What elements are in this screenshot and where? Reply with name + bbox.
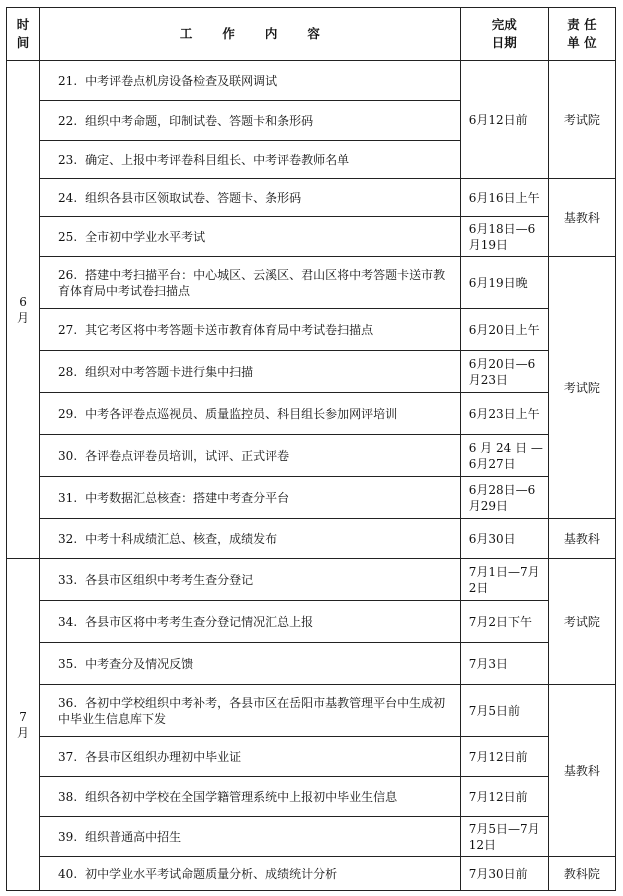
date-cell: 6月20日上午	[460, 309, 548, 351]
date-cell: 6月28日—6月29日	[460, 477, 548, 519]
table-row	[7, 601, 616, 643]
task-27: 27. 其它考区将中考答题卡送市教育体育局中考试卷扫描点	[40, 309, 461, 351]
task-35: 35. 中考查分及情况反馈	[40, 643, 461, 685]
task-21: 21. 中考评卷点机房设备检查及联网调试	[40, 61, 461, 101]
table-row	[7, 393, 616, 435]
task-24: 24. 组织各县市区领取试卷、答题卡、条形码	[40, 179, 461, 217]
table-row	[7, 61, 616, 101]
task-36: 36. 各初中学校组织中考补考，各县市区在岳阳市基教管理平台中生成初中毕业生信息库下发	[40, 685, 461, 737]
unit-cell: 基教科	[548, 685, 615, 857]
table-row	[7, 737, 616, 777]
unit-cell: 考试院	[548, 559, 615, 685]
unit-cell: 考试院	[548, 257, 615, 519]
task-39: 39. 组织普通高中招生	[40, 817, 461, 857]
task-23: 23. 确定、上报中考评卷科目组长、中考评卷教师名单	[40, 141, 461, 179]
task-28: 28. 组织对中考答题卡进行集中扫描	[40, 351, 461, 393]
date-cell: 6月30日	[460, 519, 548, 559]
table-row	[7, 257, 616, 309]
date-cell: 7月5日前	[460, 685, 548, 737]
month-july: 7 月	[7, 559, 40, 891]
table-row	[7, 817, 616, 857]
header-unit: 责 任 单 位	[548, 8, 615, 61]
task-37: 37. 各县市区组织办理初中毕业证	[40, 737, 461, 777]
date-cell: 7月1日—7月2日	[460, 559, 548, 601]
unit-cell: 基教科	[548, 179, 615, 257]
task-29: 29. 中考各评卷点巡视员、质量监控员、科目组长参加网评培训	[40, 393, 461, 435]
task-31: 31. 中考数据汇总核查：搭建中考查分平台	[40, 477, 461, 519]
schedule-table	[6, 7, 616, 891]
task-25: 25. 全市初中学业水平考试	[40, 217, 461, 257]
table-row	[7, 179, 616, 217]
table-row	[7, 559, 616, 601]
table-row	[7, 643, 616, 685]
month-june: 6 月	[7, 61, 40, 559]
task-40: 40. 初中学业水平考试命题质量分析、成绩统计分析	[40, 857, 461, 891]
date-cell: 7月5日—7月12日	[460, 817, 548, 857]
date-cell: 7月12日前	[460, 777, 548, 817]
date-cell: 6月16日上午	[460, 179, 548, 217]
table-row	[7, 777, 616, 817]
date-cell: 6月12日前	[460, 61, 548, 179]
date-cell: 7月12日前	[460, 737, 548, 777]
date-cell: 7月30日前	[460, 857, 548, 891]
unit-cell: 考试院	[548, 61, 615, 179]
date-cell: 6月23日上午	[460, 393, 548, 435]
date-cell: 6 月 24 日 —6月27日	[460, 435, 548, 477]
unit-cell: 教科院	[548, 857, 615, 891]
task-34: 34. 各县市区将中考考生查分登记情况汇总上报	[40, 601, 461, 643]
date-cell: 6月19日晚	[460, 257, 548, 309]
unit-cell: 基教科	[548, 519, 615, 559]
table-row	[7, 857, 616, 891]
table-row	[7, 351, 616, 393]
table-row	[7, 685, 616, 737]
date-cell: 6月18日—6月19日	[460, 217, 548, 257]
task-33: 33. 各县市区组织中考考生查分登记	[40, 559, 461, 601]
date-cell: 7月2日下午	[460, 601, 548, 643]
task-32: 32. 中考十科成绩汇总、核查，成绩发布	[40, 519, 461, 559]
table-row	[7, 217, 616, 257]
table-row	[7, 477, 616, 519]
table-row	[7, 309, 616, 351]
task-30: 30. 各评卷点评卷员培训，试评、正式评卷	[40, 435, 461, 477]
table-row	[7, 519, 616, 559]
task-26: 26. 搭建中考扫描平台：中心城区、云溪区、君山区将中考答题卡送市教育体育局中考试卷扫描点	[40, 257, 461, 309]
task-22: 22. 组织中考命题，印制试卷、答题卡和条形码	[40, 101, 461, 141]
table-row	[7, 435, 616, 477]
date-cell: 7月3日	[460, 643, 548, 685]
date-cell: 6月20日—6月23日	[460, 351, 548, 393]
header-row	[7, 8, 616, 61]
header-date: 完成 日期	[460, 8, 548, 61]
header-time: 时 间	[7, 8, 40, 61]
header-content: 工作内容	[40, 8, 461, 61]
task-38: 38. 组织各初中学校在全国学籍管理系统中上报初中毕业生信息	[40, 777, 461, 817]
